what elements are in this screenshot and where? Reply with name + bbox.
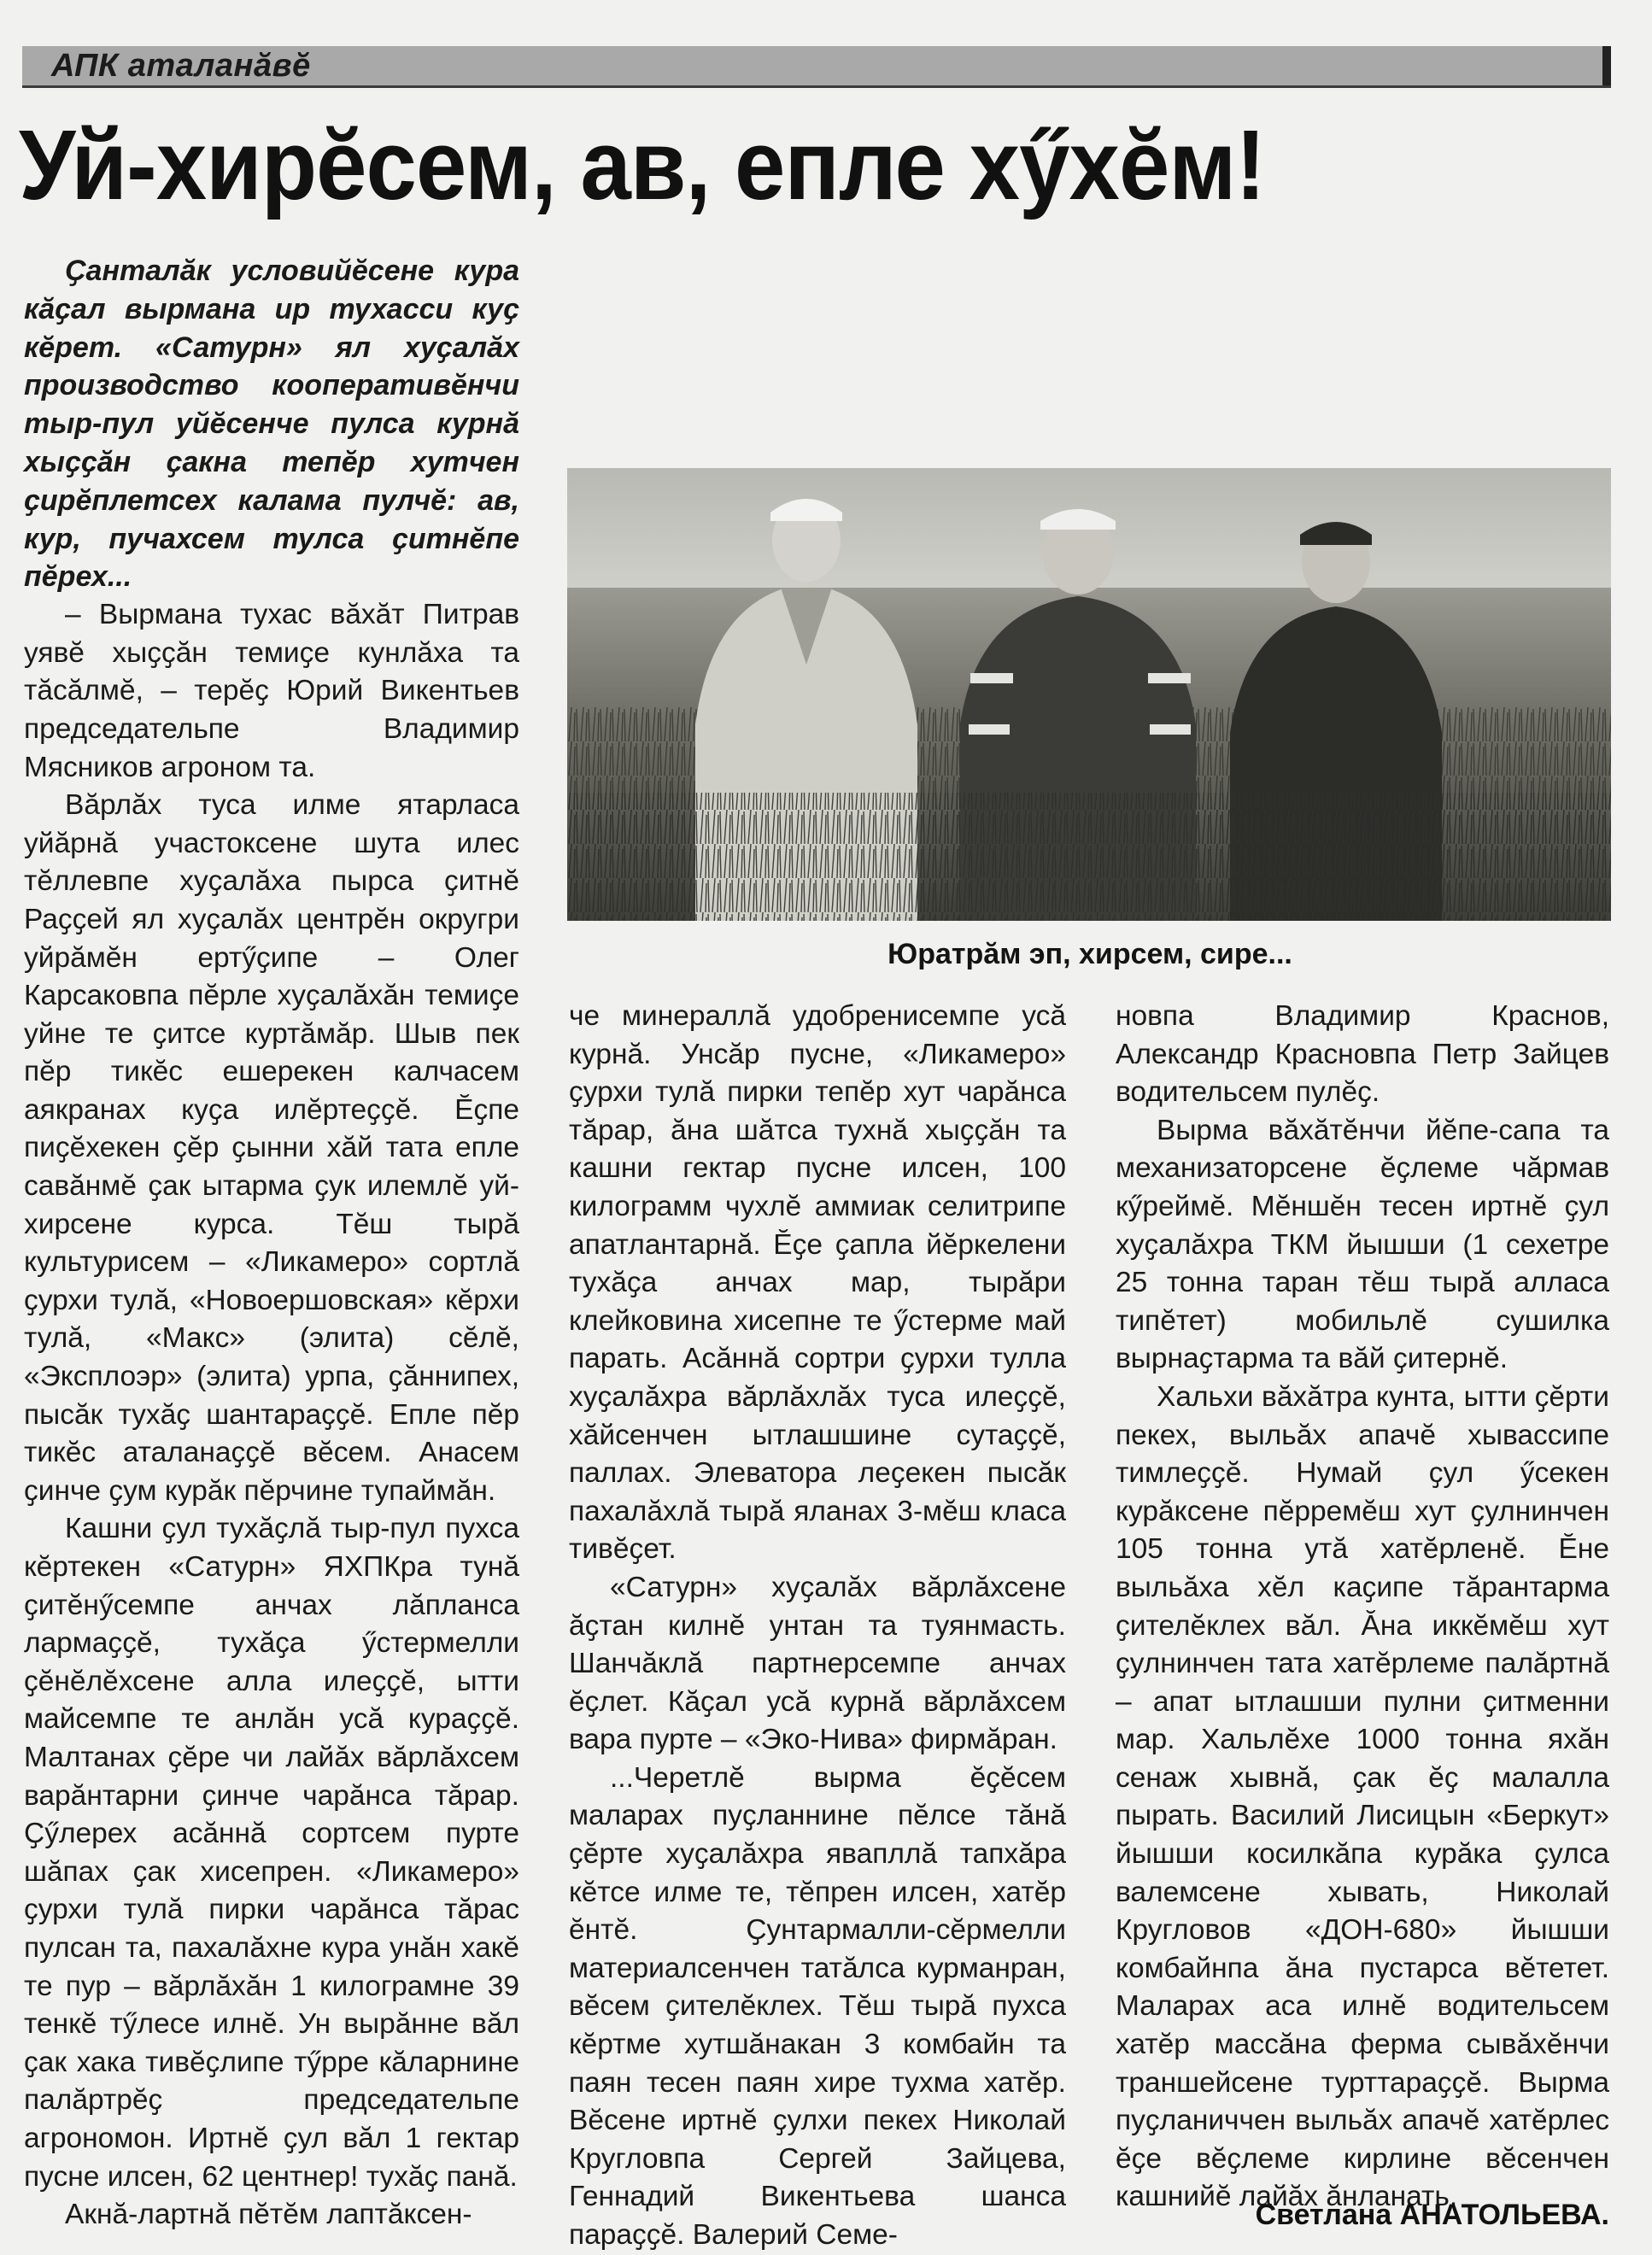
paragraph: че минераллӑ удобренисемпе усӑ курнӑ. Унсӑр пусне, «Ликамеро» ҫурхи тулӑ пирки тепӗр хут чарӑнса тӑрар, ӑна шӑтса тухнӑ хыҫҫӑн та кашни гектар пусне илсен, 100 килограмм чухлӗ аммиак селитрипе апатлантарнӑ. Ӗҫе ҫапла йӗркелени тухӑҫа анчах мар, тырӑри клейковина хисепне те ӳстерме май парать. Асӑннӑ сортри ҫурхи тулла хуҫалӑхра вӑрлӑхлӑх туса илеҫҫӗ, хӑйсенчен ытлашшине сутаҫҫӗ, паллах. Элеватора леҫекен пысӑк пахалӑхлӑ тырӑ яланах 3-мӗш класа тивӗҫет. bbox=[569, 1000, 1066, 1566]
paragraph: Акнӑ-лартнӑ пӗтӗм лаптӑксен- bbox=[65, 2199, 472, 2231]
article-lead: Ҫанталӑк условийӗсене кура кӑҫал вырмана ир тухасси куҫ кӗрет. «Сатурн» ял хуҫалӑх производство кооперативӗнчи тыр-пул уйӗсенче пулса курнӑ хыҫҫӑн ҫакна тепӗр хутчен ҫирӗплетсех калама пулчӗ: ав, кур, пучахсем тулса ҫитнӗпе пӗрех... bbox=[24, 255, 519, 594]
paragraph: новпа Владимир Краснов, Александр Красновпа Петр Зайцев водительсем пулӗҫ. bbox=[1116, 1000, 1609, 1109]
article-column-3 bbox=[1116, 998, 1609, 2217]
rubric-end-marker bbox=[1602, 46, 1611, 85]
photo-caption: Юратрӑм эп, хирсем, сире... bbox=[888, 938, 1292, 970]
section-rubric: АПК аталанӑвӗ bbox=[51, 48, 311, 84]
article-photo bbox=[567, 468, 1611, 921]
author-signature: Светлана АНАТОЛЬЕВА. bbox=[1255, 2199, 1609, 2231]
paragraph: «Сатурн» хуҫалӑх вӑрлӑхсене ӑҫтан килнӗ унтан та туянмасть. Шанчӑклӑ партнерсемпе анчах ӗҫлет. Кӑҫал усӑ курнӑ вӑрлӑхсем вара пурте – «Эко-Нива» фирмӑран. bbox=[569, 1571, 1066, 1756]
paragraph: Вӑрлӑх туса илме ятарласа уйӑрнӑ участоксене шута илес тӗллевпе хуҫалӑха пырса ҫитнӗ Раҫҫей ял хуҫалӑх центрӗн округри уйрӑмӗн ертӳҫипе – Олег Карсаковпа пӗрле хуҫалӑхӑн темиҫе уйне те ҫитсе куртӑмӑр. Шыв пек пӗр тикӗс ешерекен калчасем аякранах куҫа илӗртеҫҫӗ. Ӗҫпе пиҫӗхекен ҫӗр ҫынни хӑй тата епле савӑнмӗ ҫак ытарма ҫук илемлӗ уй-хирсене курса. Тӗш тырӑ культурисем – «Ликамеро» сортлӑ ҫурхи тулӑ, «Новоершовская» кӗрхи тулӑ, «Макс» (элита) сӗлӗ, «Эксплоэр» (элита) урпа, ҫӑннипех, пысӑк тухӑҫ шантараҫҫӗ. Епле пӗр тикӗс аталанаҫҫӗ вӗсем. Анасем ҫинче ҫум курӑк пӗрчине тупаймӑн. bbox=[24, 789, 519, 1507]
paragraph: Кашни ҫул тухӑҫлӑ тыр-пул пухса кӗртекен «Сатурн» ЯХПКра тунӑ ҫитӗнӳсемпе анчах лӑпланса лармаҫҫӗ, тухӑҫа ӳстермелли ҫӗнӗлӗхсене алла илеҫҫӗ, ытти майсемпе те анлӑн усӑ кураҫҫӗ. Малтанах ҫӗре чи лайӑх вӑрлӑхсем варӑнтарни ҫинче чарӑнса тӑрар. Ҫӳлерех асӑннӑ сортсем пурте шӑпах ҫак хисепрен. «Ликамеро» ҫурхи тулӑ пирки чарӑнса тӑрас пулсан та, пахалӑхне кура унӑн хакӗ те пур – вӑрлӑхӑн 1 килограмне 39 тенкӗ тӳлесе илнӗ. Ун вырӑнне вӑл ҫак хака тивӗҫлипе тӳрре кӑларнине палӑртрӗҫ председательпе агрономон. Иртнӗ ҫул вӑл 1 гектар пусне илсен, 62 центнер! тухӑҫ панӑ. bbox=[24, 1513, 519, 2193]
article-headline: Уй-хирӗсем, ав, епле хӳхӗм! bbox=[19, 109, 1266, 220]
paragraph: Вырма вӑхӑтӗнчи йӗпе-сапа та механизаторсене ӗҫлеме чӑрмав кӳреймӗ. Мӗншӗн тесен иртнӗ ҫул хуҫалӑхра ТКМ йышши (1 сехетре 25 тонна таран тӗш тырӑ алласа типӗтет) мобильлӗ сушилка вырнаҫтарма та вӑй ҫитернӗ. bbox=[1116, 1114, 1609, 1375]
paragraph: – Вырмана тухас вӑхӑт Питрав уявӗ хыҫҫӑн темиҫе кунлӑха та тӑсӑлмӗ, – терӗҫ Юрий Викентьев председательпе Владимир Мясников агроном та. bbox=[24, 599, 519, 783]
paragraph: Хальхи вӑхӑтра кунта, ытти ҫӗрти пекех, выльӑх апачӗ хывассипе тимлеҫҫӗ. Нумай ҫул ӳсекен курӑксене пӗрремӗш хут ҫулнинчен 105 тонна утӑ хатӗрленӗ. Ӗне выльӑха хӗл каҫипе тӑрантарма ҫителӗклех вӑл. Ӑна иккӗмӗш хут ҫулнинчен тата хатӗрлеме палӑртнӑ – апат ытлашши пулни ҫитменни мар. Хальлӗхе 1000 тонна яхӑн сенаж хывнӑ, ҫак ӗҫ малалла пырать. Василий Лисицын «Беркут» йышши косилкӑпа курӑка ҫулса валемсене хывать, Николай Кругловов «ДОН-680» йышши комбайнпа ӑна пустарса вӗтетет. Маларах аса илнӗ водительсем хатӗр массӑна ферма сывӑхӗнчи траншейсене турттараҫҫӗ. Вырма пуҫланиччен выльӑх апачӗ хатӗрлес ӗҫе вӗҫлеме кирлине вӗсенчен кашнийӗ лайӑх ӑнланать. bbox=[1116, 1380, 1609, 2213]
article-column-1 bbox=[24, 252, 519, 2234]
section-rubric-bar bbox=[22, 46, 1611, 88]
paragraph: ...Черетлӗ вырма ӗҫӗсем маларах пуҫланнине пӗлсе тӑнӑ ҫӗрте хуҫалӑхра явапллӑ тапхӑра кӗтсе илме те, тӗпрен илсен, хатӗр ӗнтӗ. Ҫунтармалли-сӗрмелли материалсенчен татӑлса курманран, вӗсем ҫителӗклех. Тӗш тырӑ пухса кӗртме хутшӑнакан 3 комбайн та паян тесен паян хире тухма хатӗр. Вӗсене иртнӗ ҫулхи пекех Николай Кругловпа Сергей Зайцева, Геннадий Викентьева шанса параҫҫӗ. Валерий Семе- bbox=[569, 1761, 1066, 2251]
article-column-2 bbox=[569, 998, 1066, 2255]
